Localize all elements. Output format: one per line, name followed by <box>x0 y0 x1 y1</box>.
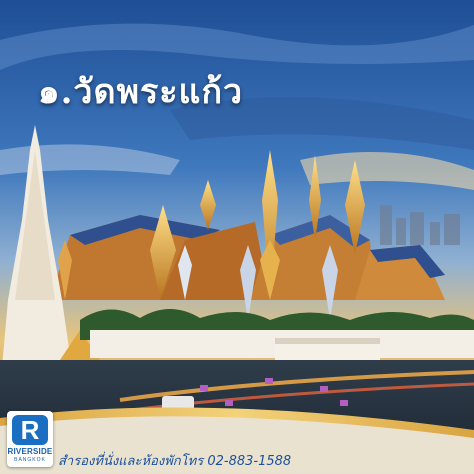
logo-mark: R <box>12 415 48 445</box>
riverside-logo <box>7 411 53 467</box>
logo-name: RIVERSIDE <box>7 447 53 456</box>
contact-text: สำรองที่นั่งและห้องพักโทร 02-883-1588 <box>58 454 292 469</box>
temple-title: ๑.วัดพระแก้ว <box>38 72 244 112</box>
logo-sub: BANGKOK <box>14 457 46 463</box>
